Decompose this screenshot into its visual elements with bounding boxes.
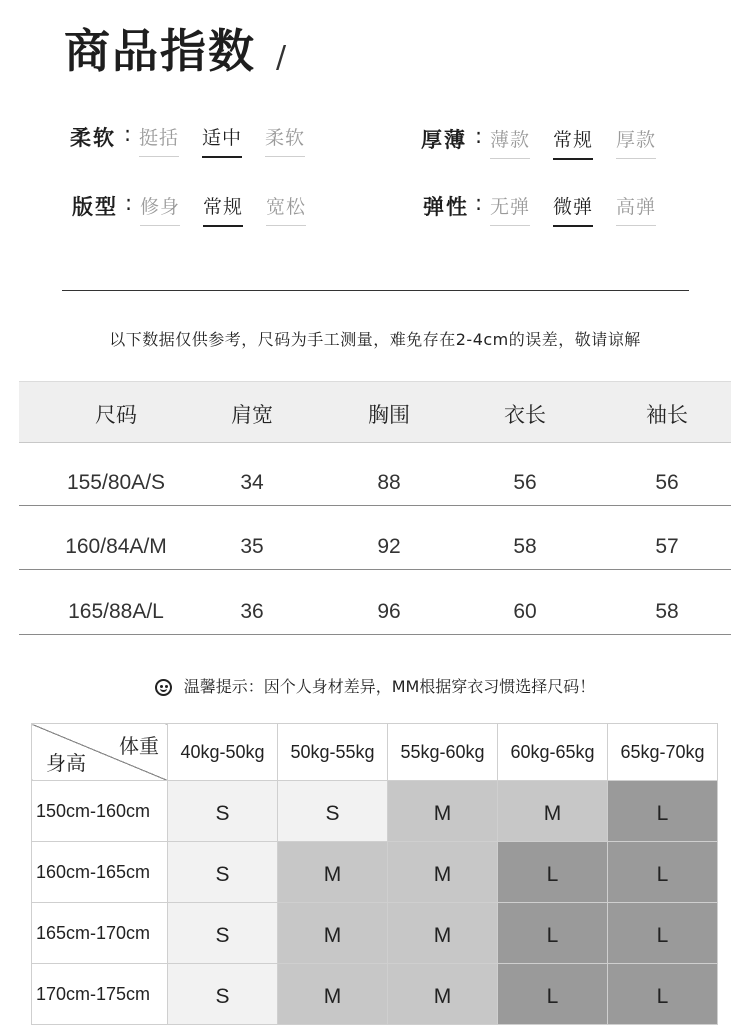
- measurement-note: 以下数据仅供参考，尺码为手工测量，难免存在2-4cm的误差，敬请谅解: [109, 330, 641, 349]
- index-options: [140, 192, 306, 226]
- size-recommendation-cell: L: [498, 903, 608, 964]
- size-recommendation-cell: L: [608, 964, 718, 1025]
- size-recommendation-cell: L: [498, 964, 608, 1025]
- size-recommendation-cell: M: [278, 964, 388, 1025]
- size-header-cell: 袖长: [646, 403, 688, 427]
- height-label: 165cm-170cm: [32, 903, 168, 964]
- tip-text: 温馨提示：因个人身材差异，MM根据穿衣习惯选择尺码！: [183, 677, 596, 696]
- index-options: [490, 192, 656, 226]
- size-cell: 165/88A/L: [68, 600, 164, 623]
- index-option: 挺括: [139, 123, 179, 157]
- index-option-selected: 微弹: [553, 192, 593, 226]
- index-option: 无弹: [490, 192, 530, 226]
- corner-cell: [32, 724, 168, 781]
- index-colon: :: [124, 122, 132, 146]
- size-row: [19, 505, 731, 570]
- corner-weight-label: 体重: [119, 734, 159, 758]
- weight-header-cell: 55kg-60kg: [388, 724, 498, 781]
- index-option-selected: 常规: [553, 125, 593, 159]
- weight-height-table: [31, 723, 718, 1025]
- index-label: 厚薄: [421, 128, 467, 152]
- size-recommendation-cell: L: [608, 903, 718, 964]
- size-recommendation-cell: S: [278, 781, 388, 842]
- tip-line: [0, 674, 750, 697]
- size-cell: 92: [377, 535, 401, 558]
- size-recommendation-cell: S: [168, 964, 278, 1025]
- smiley-icon: [155, 679, 172, 696]
- height-label: 170cm-175cm: [32, 964, 168, 1025]
- weight-header-cell: 65kg-70kg: [608, 724, 718, 781]
- size-row: [19, 570, 731, 635]
- index-option: 高弹: [616, 192, 656, 226]
- index-colon: :: [475, 124, 483, 148]
- size-recommendation-cell: M: [388, 842, 498, 903]
- height-row: [32, 903, 718, 964]
- index-label: 版型: [72, 195, 118, 219]
- index-option: 薄款: [490, 125, 530, 159]
- height-label: 160cm-165cm: [32, 842, 168, 903]
- height-row: [32, 842, 718, 903]
- size-recommendation-cell: L: [608, 781, 718, 842]
- size-cell: 35: [240, 535, 264, 558]
- index-colon: :: [125, 191, 133, 215]
- size-recommendation-cell: M: [388, 964, 498, 1025]
- weight-header-row: [32, 724, 718, 781]
- divider: [62, 290, 689, 291]
- size-header-cell: 胸围: [368, 403, 410, 427]
- height-label: 150cm-160cm: [32, 781, 168, 842]
- index-option: 修身: [140, 192, 180, 226]
- index-label: 弹性: [423, 195, 469, 219]
- index-options: [139, 123, 305, 157]
- size-cell: 96: [377, 600, 401, 623]
- size-cell: 57: [655, 535, 679, 558]
- index-option-selected: 适中: [202, 123, 242, 157]
- size-recommendation-cell: M: [388, 781, 498, 842]
- weight-header-cell: 40kg-50kg: [168, 724, 278, 781]
- size-cell: 58: [513, 535, 537, 558]
- size-cell: 160/84A/M: [65, 535, 167, 558]
- size-cell: 56: [655, 471, 679, 494]
- size-cell: 88: [377, 471, 401, 494]
- page-title: 商品指数: [64, 24, 256, 78]
- index-options: [490, 125, 656, 159]
- index-colon: :: [475, 191, 483, 215]
- size-header-cell: 肩宽: [231, 403, 273, 427]
- size-row: [19, 441, 731, 506]
- size-recommendation-cell: M: [278, 842, 388, 903]
- size-cell: 34: [240, 471, 264, 494]
- size-recommendation-cell: M: [388, 903, 498, 964]
- size-recommendation-cell: S: [168, 781, 278, 842]
- index-label: 柔软: [70, 126, 116, 150]
- index-option-selected: 常规: [203, 192, 243, 226]
- size-recommendation-cell: L: [498, 842, 608, 903]
- size-cell: 60: [513, 600, 537, 623]
- weight-header-cell: 60kg-65kg: [498, 724, 608, 781]
- height-row: [32, 964, 718, 1025]
- weight-header-cell: 50kg-55kg: [278, 724, 388, 781]
- index-option: 厚款: [616, 125, 656, 159]
- size-cell: 58: [655, 600, 679, 623]
- title-slash: /: [276, 40, 287, 75]
- index-option: 宽松: [266, 192, 306, 226]
- size-recommendation-cell: L: [608, 842, 718, 903]
- size-recommendation-cell: M: [278, 903, 388, 964]
- size-recommendation-cell: M: [498, 781, 608, 842]
- index-option: 柔软: [265, 123, 305, 157]
- size-table-header: [19, 381, 731, 443]
- corner-height-label: 身高: [46, 751, 86, 775]
- height-row: [32, 781, 718, 842]
- size-recommendation-cell: S: [168, 903, 278, 964]
- size-recommendation-cell: S: [168, 842, 278, 903]
- size-cell: 36: [240, 600, 264, 623]
- size-cell: 155/80A/S: [66, 471, 166, 494]
- size-header-cell: 衣长: [504, 403, 546, 427]
- size-cell: 56: [513, 471, 537, 494]
- size-header-cell: 尺码: [95, 403, 137, 427]
